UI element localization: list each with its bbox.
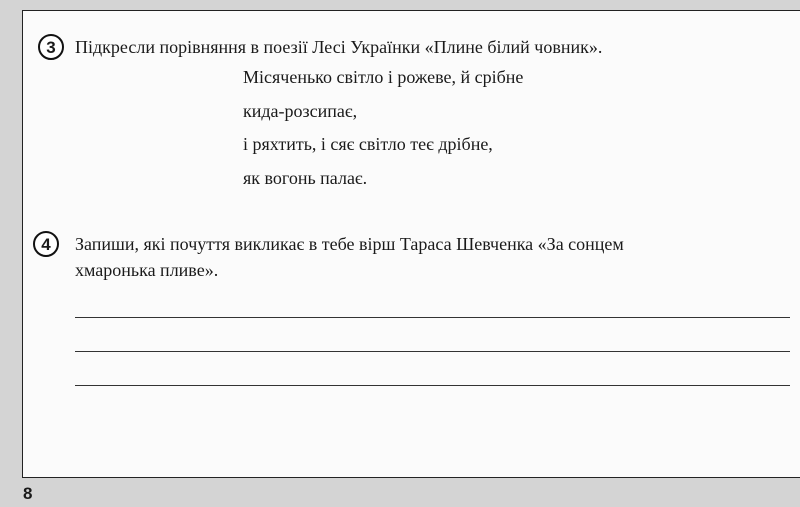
- task-4-number-badge: [33, 231, 59, 257]
- task-3-number: 3: [46, 37, 56, 57]
- task-4-number: 4: [41, 234, 51, 254]
- answer-line-3[interactable]: [75, 385, 790, 386]
- task-3-instruction: Підкресли порівняння в поезії Лесі Українки «Плине білий човник».: [75, 37, 603, 57]
- task-3-number-badge: [38, 34, 64, 60]
- poem-line-1: Місяченько світло і рожеве, й срібне: [243, 67, 524, 87]
- task-4-instruction-line-2: хмаронька пливе».: [75, 260, 219, 280]
- answer-line-1[interactable]: [75, 317, 790, 318]
- page-number: 8: [23, 484, 33, 503]
- poem-line-3: і ряхтить, і сяє світло теє дрібне,: [243, 134, 493, 154]
- answer-line-2[interactable]: [75, 351, 790, 352]
- poem-line-4: як вогонь палає.: [243, 168, 368, 188]
- task-4-instruction-line-1: Запиши, які почуття викликає в тебе вірш Тараса Шевченка «За сонцем: [75, 234, 624, 254]
- poem-line-2: кида-розсипає,: [243, 101, 358, 121]
